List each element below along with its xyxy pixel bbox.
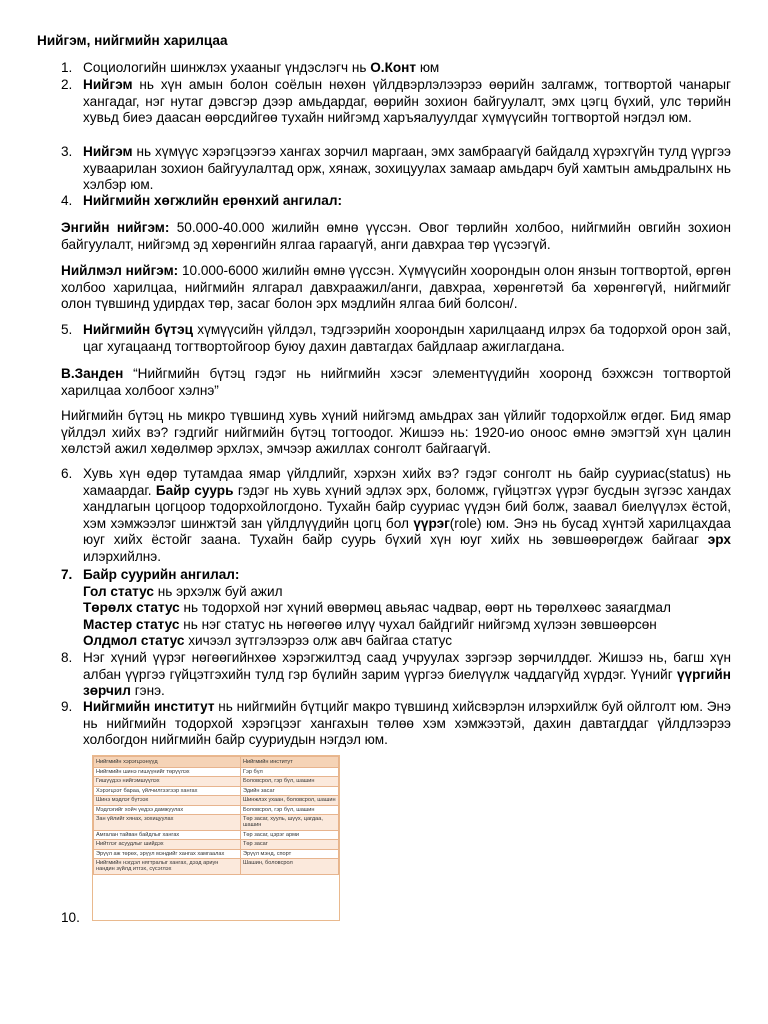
list-number: 9.: [61, 699, 73, 714]
list-number: 7.: [61, 567, 73, 582]
simple-society-paragraph: Энгийн нийгэм: 50.000-40.000 жилийн өмнө үүссэн. Овог төрлийн холбоо, нийгмийн овгийн зохион байгуулалт, нийгэмд эд хөрөнгийн ялгаа гараагүй, анги давхраа төр үүсээгүй.: [61, 220, 731, 252]
table-row: Нийтлэг асуудлыг шийдэх Төр засаг: [94, 840, 339, 849]
micro-level-paragraph: Нийгмийн бүтэц нь микро түвшинд хувь хүний нийгэмд амьдрах зан үйлийг тодорхойлж өгдөг. Бид ямар үйлдэл хийх вэ? гэдгийг нийгмийн бүтэц тогтоодог. Жишээ нь: 1920-ио оноос өмнө эмэгтэй хүн цалин хөлстэй ажил хөдөлмөр эрхлэх, эмчээр ажиллах сонголт байгаагүй.: [61, 408, 731, 456]
list-item-3: 3. Нийгэм нь хүмүүс хэрэгцээгээ хангах зорчил маргаан, эмх замбраагүй байдалд хүрэхгүйн тулд үүргээ хуваарилан зохион байгуулалтад орж, хянаж, зохицуулах замаар амьдарч буй хамтын амьдралынх нь хэлбэр юм.: [61, 144, 731, 192]
table-row: Нийгмийн шинэ гишүүнийг төрүүлэх Гэр бүл: [94, 768, 339, 777]
table-row: Нийгмийн нэгдэл нягтралыг хангах, дээд ариун нандин зүйлд итгэх, сүсэглэх Шашин, боловсрол: [94, 859, 339, 875]
table-row: Мэдлэгийг хойч үедээ дамжуулах Боловсрол, гэр бүл, шашин: [94, 805, 339, 814]
list-item-6: 6. Хувь хүн өдөр тутамдаа ямар үйлдлийг, хэрхэн хийх вэ? гэдэг сонголт нь байр сууриас(status) нь хамаардаг. Байр суурь гэдэг нь хувь хүний эдлэх эрх, боломж, гүйцэтгэх үүрэг бусдын зүгээс хандах хандлагын цогцоор тодорхойлогдоно. Тухайн байр сууриас үүдэн бий болж, заавал биелүүлэх ёстой, хэм хэмжээлэг шинжтэй зан үйлдлүүдийн цогц бол үүрэг(role) юм. Энэ нь бусад хүнтэй харилцахдаа юуг хийх ёстойг заана. Тухайн байр суурь бүхий хүн юуг хийх нь зөвшөөрөгдөж байгааг эрх илэрхийлнэ.: [61, 466, 731, 564]
table-row: Амгалан тайван байдлыг хангах Төр засаг, цэрэг арми: [94, 830, 339, 839]
list-item-7: 7. Байр суурийн ангилал: Гол статус нь эрхэлж буй ажил Төрөлх статус нь тодорхой нэг хүний өвөрмөц авьяас чадвар, өөрт нь төрөлхөөс заяагдмал Мастер статус нь нэг статус нь нөгөөгөө илүү чухал байдгийг нийгэмд хүлээн зөвшөөрсөн Олдмол статус хичээл зүтгэлээрээ олж авч байгаа статус: [61, 567, 671, 648]
list-number-10: 10.: [61, 910, 80, 925]
list-item-8: 8. Нэг хүний үүрэг нөгөөгийнхөө хэрэгжилтэд саад учруулах зэргээр зөрчилддөг. Жишээ нь, багш хүн албан үүргээ гүйцэтгэхийн тулд гэр бүлийн зарим үүргээ биелүүлж чаддагүйд хүрдэг. Үүнийг үүргийн зөрчил гэнэ.: [61, 650, 731, 698]
list-number: 6.: [61, 466, 73, 481]
list-number: 8.: [61, 650, 73, 665]
zanden-quote-paragraph: В.Занден “Нийгмийн бүтэц гэдэг нь нийгмийн хэсэг элементүүдийн хооронд бэхжсэн тогтвортой харилцаа холбоог хэлнэ”: [61, 366, 731, 398]
institutions-table: [93, 756, 339, 875]
list-number: 2.: [61, 77, 73, 92]
table-header: Нийгмийн институт: [241, 757, 339, 768]
list-item-2: 2. Нийгэм нь хүн амын болон соёлын нөхөн үйлдвэрлэлээрээ өөрийн залгамж, тогтвортой чанарыг хангадаг, нэг нутаг дэвсгэр дээр амьдардаг, өөрийн зохион байгуулалт, эмх цэгц бүхий, улс төрийн хувьд биеэ даасан өөрсдийгөө тухайн нийгэмд харъяалуулдаг хүмүүсийн тогтвортой нэгдэл юм.: [61, 77, 731, 125]
table-row: Зан үйлийг хянах, зохицуулах Төр засаг, хууль, шүүх, цагдаа, шашин: [94, 815, 339, 831]
list-number: 4.: [61, 193, 73, 208]
page-title: Нийгэм, нийгмийн харилцаа: [37, 33, 228, 48]
list-item-4: 4. Нийгмийн хөгжлийн ерөнхий ангилал:: [61, 193, 343, 208]
list-item-5: 5. Нийгмийн бүтэц хүмүүсийн үйлдэл, тэдгээрийн хоорондын харилцаанд илрэх ба тодорхой орон зай, цаг хугацаанд тогтвортойгоор буюу дахин давтагдах байдлаар ажиглагдана.: [61, 322, 731, 354]
list-number: 1.: [61, 60, 73, 75]
table-row: Хэрэгцээт бараа, үйлчилгээгээр хангах Эдийн засаг: [94, 786, 339, 795]
table-row: Гишүүдээ нийгэмшүүлэх Боловсрол, гэр бүл, шашин: [94, 777, 339, 786]
list-item-1: 1. Социологийн шинжлэх ухааныг үндэслэгч нь О.Конт юм: [61, 60, 440, 75]
list-number: 3.: [61, 144, 73, 159]
table-row: Эрүүл аж төрөх, эрүүл мэндийг хангах хамгаалах Эрүүл мэнд, спорт: [94, 849, 339, 858]
table-row: Шинэ мэдлэг бүтээх Шинжлэх ухаан, боловсрол, шашин: [94, 796, 339, 805]
complex-society-paragraph: Нийлмэл нийгэм: 10.000-6000 жилийн өмнө үүссэн. Хүмүүсийн хоорондын олон янзын тогтвортой, өргөн холбоо харилцаа, нийгмийн ялгарал давхраажил/анги, давхраа, хөрөнгөтэй ба хөрөнгөгүй, нийгмийг олон түвшинд удирдах төр, засаг болон эрх мэдлийн ялгаа бий болсон/.: [61, 263, 731, 311]
list-number: 5.: [61, 322, 73, 337]
table-header: Нийгмийн хэрэгцээнүүд: [94, 757, 241, 768]
list-item-9: 9. Нийгмийн институт нь нийгмийн бүтцийг макро түвшинд хийсвэрлэн илэрхийлж буй ойлголт юм. Энэ нь нийгмийн тодорхой хэрэгцээг хангахын төлөө хэм хэмжээтэй, дахин давтагддаг үйлдлээрээ холбогдон нийгмийн байр сууриудын нэгдэл юм.: [61, 699, 731, 747]
institutions-table-image: [92, 755, 340, 921]
